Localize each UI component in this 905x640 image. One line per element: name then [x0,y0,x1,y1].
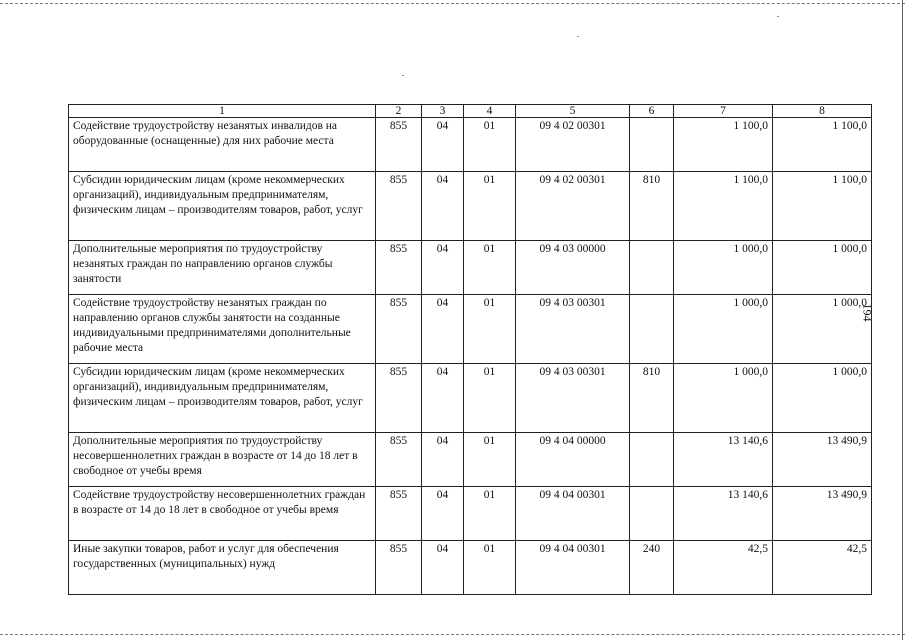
row-code: 855 [376,433,422,487]
row-code: 855 [376,364,422,433]
col-header: 5 [516,105,630,118]
row-section: 04 [422,295,464,364]
row-target: 09 4 04 00000 [516,433,630,487]
row-amount-2: 1 000,0 [773,295,872,364]
row-section: 04 [422,541,464,595]
table-row [69,172,872,241]
row-amount-2: 42,5 [773,541,872,595]
scan-border-bottom [0,634,905,635]
scan-speck [777,16,779,17]
row-name: Иные закупки товаров, работ и услуг для обеспечения государственных (муниципальных) нужд [69,541,376,595]
row-amount-1: 13 140,6 [674,433,773,487]
col-header: 8 [773,105,872,118]
table-row [69,118,872,172]
row-type [630,295,674,364]
row-subsection: 01 [464,118,516,172]
row-amount-1: 1 100,0 [674,118,773,172]
table-row [69,241,872,295]
row-subsection: 01 [464,487,516,541]
row-type: 810 [630,364,674,433]
row-subsection: 01 [464,241,516,295]
row-name: Субсидии юридическим лицам (кроме некоммерческих организаций), индивидуальным предпринимателям, физическим лицам – производителям товаров, работ, услуг [69,172,376,241]
row-amount-2: 1 000,0 [773,241,872,295]
table-row [69,433,872,487]
row-section: 04 [422,487,464,541]
table-row [69,364,872,433]
col-header: 1 [69,105,376,118]
row-target: 09 4 03 00301 [516,295,630,364]
row-name: Содействие трудоустройству незанятых инвалидов на оборудованные (оснащенные) для них рабочие места [69,118,376,172]
scan-border-top [0,3,905,4]
row-section: 04 [422,118,464,172]
row-subsection: 01 [464,541,516,595]
row-amount-2: 1 100,0 [773,118,872,172]
table-row [69,295,872,364]
row-amount-2: 13 490,9 [773,433,872,487]
row-target: 09 4 04 00301 [516,541,630,595]
row-target: 09 4 04 00301 [516,487,630,541]
col-header: 3 [422,105,464,118]
row-name: Дополнительные мероприятия по трудоустройству незанятых граждан по направлению органов службы занятости [69,241,376,295]
table-header-row [69,105,872,118]
row-code: 855 [376,118,422,172]
row-amount-2: 1 100,0 [773,172,872,241]
row-target: 09 4 02 00301 [516,118,630,172]
row-name: Содействие трудоустройству незанятых граждан по направлению органов службы занятости на созданные индивидуальными предпринимателями дополнительные рабочие места [69,295,376,364]
row-amount-1: 1 000,0 [674,295,773,364]
budget-table [68,104,872,595]
col-header: 6 [630,105,674,118]
scan-speck [577,36,579,37]
row-code: 855 [376,541,422,595]
row-amount-1: 1 100,0 [674,172,773,241]
row-section: 04 [422,433,464,487]
row-section: 04 [422,241,464,295]
row-subsection: 01 [464,295,516,364]
table-row [69,541,872,595]
col-header: 7 [674,105,773,118]
row-code: 855 [376,487,422,541]
scan-speck [402,75,404,76]
row-section: 04 [422,364,464,433]
row-subsection: 01 [464,364,516,433]
row-name: Субсидии юридическим лицам (кроме некоммерческих организаций), индивидуальным предпринимателям, физическим лицам – производителям товаров, работ, услуг [69,364,376,433]
row-amount-1: 1 000,0 [674,241,773,295]
row-name: Дополнительные мероприятия по трудоустройству несовершеннолетних граждан в возрасте от 14 до 18 лет в свободное от учебы время [69,433,376,487]
col-header: 4 [464,105,516,118]
row-amount-2: 13 490,9 [773,487,872,541]
row-target: 09 4 02 00301 [516,172,630,241]
row-target: 09 4 03 00000 [516,241,630,295]
row-type [630,118,674,172]
row-code: 855 [376,172,422,241]
row-subsection: 01 [464,433,516,487]
scan-border-right [902,0,903,640]
row-amount-1: 13 140,6 [674,487,773,541]
row-target: 09 4 03 00301 [516,364,630,433]
row-section: 04 [422,172,464,241]
row-amount-1: 1 000,0 [674,364,773,433]
row-type [630,487,674,541]
row-type: 810 [630,172,674,241]
page-number: 194 [860,303,875,322]
row-code: 855 [376,241,422,295]
table-row [69,487,872,541]
row-type: 240 [630,541,674,595]
row-name: Содействие трудоустройству несовершеннолетних граждан в возрасте от 14 до 18 лет в свободное от учебы время [69,487,376,541]
row-type [630,433,674,487]
row-code: 855 [376,295,422,364]
row-type [630,241,674,295]
row-amount-1: 42,5 [674,541,773,595]
row-amount-2: 1 000,0 [773,364,872,433]
row-subsection: 01 [464,172,516,241]
col-header: 2 [376,105,422,118]
